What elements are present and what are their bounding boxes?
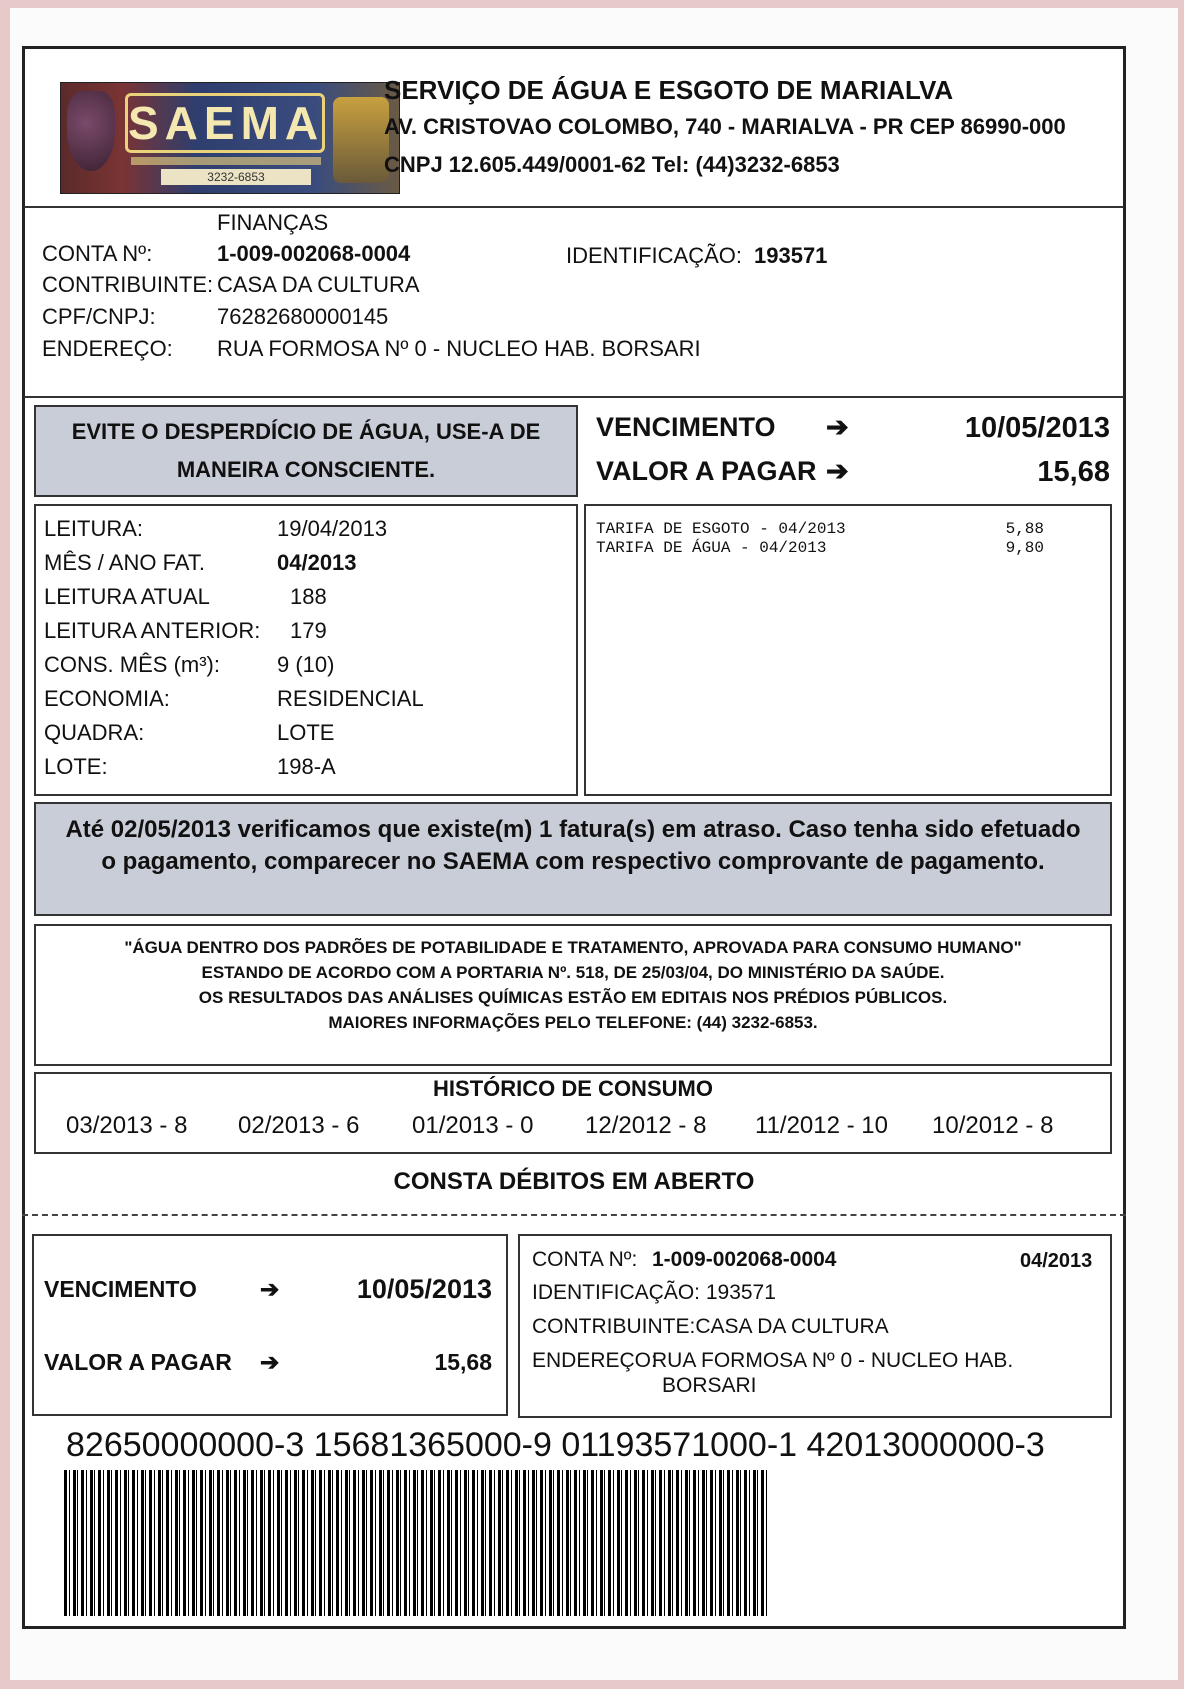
sector-label: FINANÇAS <box>217 210 329 235</box>
due-valor-value: 15,68 <box>1037 456 1110 488</box>
due-vencimento-label: VENCIMENTO <box>596 412 776 442</box>
overdue-notice-line1: Até 02/05/2013 verificamos que existe(m) 1 fatura(s) em atraso. Caso tenha sido efetuado <box>65 816 1081 843</box>
logo-wordmark: SAEMA <box>125 93 325 153</box>
reading-value: 19/04/2013 <box>277 516 388 541</box>
conta-value: 1-009-002068-0004 <box>217 241 411 266</box>
reading-label: ECONOMIA: <box>44 686 170 711</box>
reading-box <box>34 504 578 796</box>
barcode-number: 82650000000-3 15681365000-9 01193571000-1 42013000000-3 <box>66 1426 1045 1464</box>
reading-value: 179 <box>290 618 327 643</box>
logo-phone: 3232-6853 <box>161 169 311 185</box>
charge-value: 5,88 <box>1005 520 1044 538</box>
quality-notice-line4: MAIORES INFORMAÇÕES PELO TELEFONE: (44) 3232-6853. <box>328 1013 818 1032</box>
history-item: 12/2012 - 8 <box>585 1112 707 1139</box>
stub-conta-value: 1-009-002068-0004 <box>652 1248 837 1271</box>
reading-label: LOTE: <box>44 754 108 779</box>
stub-valor-value: 15,68 <box>434 1349 492 1375</box>
due-valor-label: VALOR A PAGAR <box>596 456 817 486</box>
history-title: HISTÓRICO DE CONSUMO <box>433 1076 713 1101</box>
reading-value: 04/2013 <box>277 550 357 575</box>
logo-subtitle-bar <box>131 157 321 165</box>
overdue-notice-line2: o pagamento, comparecer no SAEMA com respectivo comprovante de pagamento. <box>101 848 1045 875</box>
reading-label: CONS. MÊS (m³): <box>44 652 220 677</box>
reading-label: MÊS / ANO FAT. <box>44 550 205 575</box>
faucet-icon <box>333 97 389 183</box>
org-name: SERVIÇO DE ÁGUA E ESGOTO DE MARIALVA <box>384 75 954 105</box>
barcode <box>64 1470 770 1616</box>
stub-conta-label: CONTA Nº: <box>532 1248 638 1271</box>
stub-period: 04/2013 <box>1020 1250 1093 1272</box>
cpf-label: CPF/CNPJ: <box>42 304 156 329</box>
saema-logo <box>60 82 400 194</box>
history-item: 01/2013 - 0 <box>412 1112 534 1139</box>
charge-value: 9,80 <box>1005 539 1044 557</box>
stub-endereco-value-line2: BORSARI <box>662 1374 757 1397</box>
open-debts-title: CONSTA DÉBITOS EM ABERTO <box>393 1168 755 1195</box>
contribuinte-label: CONTRIBUINTE: <box>42 272 214 297</box>
waste-notice-line2: MANEIRA CONSCIENTE. <box>176 457 436 482</box>
quality-notice-line1: "ÁGUA DENTRO DOS PADRÕES DE POTABILIDADE E TRATAMENTO, APROVADA PARA CONSUMO HUMANO" <box>124 938 1022 957</box>
reading-label: LEITURA ATUAL <box>44 584 210 609</box>
quality-notice-box <box>34 924 1112 1066</box>
cut-line <box>22 1214 1126 1216</box>
stub-valor-label: VALOR A PAGAR <box>44 1349 232 1375</box>
reading-label: LEITURA: <box>44 516 144 541</box>
stub-arrow-1: ➔ <box>260 1276 280 1302</box>
charge-label: TARIFA DE ESGOTO - 04/2013 <box>596 520 846 538</box>
conta-label: CONTA Nº: <box>42 241 153 266</box>
reading-value: LOTE <box>277 720 335 745</box>
section-divider <box>24 396 1124 398</box>
quality-notice-line3: OS RESULTADOS DAS ANÁLISES QUÍMICAS ESTÃO EM EDITAIS NOS PRÉDIOS PÚBLICOS. <box>198 988 948 1007</box>
stub-vencimento-label: VENCIMENTO <box>44 1276 197 1302</box>
history-item: 03/2013 - 8 <box>66 1112 188 1139</box>
stub-endereco-label: ENDEREÇO: <box>532 1349 657 1372</box>
reading-value: 188 <box>290 584 327 609</box>
reading-label: LEITURA ANTERIOR: <box>44 618 261 643</box>
reading-label: QUADRA: <box>44 720 145 745</box>
due-vencimento-value: 10/05/2013 <box>964 412 1110 444</box>
due-arrow-2: ➔ <box>826 456 849 486</box>
charge-label: TARIFA DE ÁGUA - 04/2013 <box>596 539 827 557</box>
stub-due-box <box>32 1234 508 1416</box>
cpf-value: 76282680000145 <box>217 304 389 329</box>
org-address: AV. CRISTOVAO COLOMBO, 740 - MARIALVA - PR CEP 86990-000 <box>384 114 1066 139</box>
history-item: 10/2012 - 8 <box>932 1112 1054 1139</box>
reading-value: RESIDENCIAL <box>277 686 424 711</box>
history-item: 02/2013 - 6 <box>238 1112 360 1139</box>
waste-notice-line1: EVITE O DESPERDÍCIO DE ÁGUA, USE-A DE <box>71 419 541 444</box>
waste-notice-box <box>34 405 578 497</box>
history-item: 11/2012 - 10 <box>755 1112 888 1139</box>
quality-notice-line2: ESTANDO DE ACORDO COM A PORTARIA Nº. 518, DE 25/03/04, DO MINISTÉRIO DA SAÚDE. <box>201 963 945 982</box>
stub-endereco-value: RUA FORMOSA Nº 0 - NUCLEO HAB. <box>652 1349 1014 1372</box>
reading-value: 9 (10) <box>277 652 335 677</box>
stub-contribuinte: CONTRIBUINTE:CASA DA CULTURA <box>532 1315 889 1338</box>
identificacao-value: 193571 <box>754 243 828 268</box>
stub-identificacao: IDENTIFICAÇÃO: 193571 <box>532 1281 776 1304</box>
contribuinte-value: CASA DA CULTURA <box>217 272 420 297</box>
stub-vencimento-value: 10/05/2013 <box>356 1274 492 1304</box>
stub-arrow-2: ➔ <box>260 1349 280 1375</box>
reading-value: 198-A <box>277 754 336 779</box>
endereco-label: ENDEREÇO: <box>42 336 173 361</box>
due-arrow-1: ➔ <box>826 412 849 442</box>
endereco-value: RUA FORMOSA Nº 0 - NUCLEO HAB. BORSARI <box>217 336 701 361</box>
org-cnpj-tel: CNPJ 12.605.449/0001-62 Tel: (44)3232-6853 <box>384 152 840 177</box>
identificacao-label: IDENTIFICAÇÃO: <box>566 243 743 268</box>
overdue-notice-box <box>34 802 1112 916</box>
grapes-icon <box>67 91 115 171</box>
